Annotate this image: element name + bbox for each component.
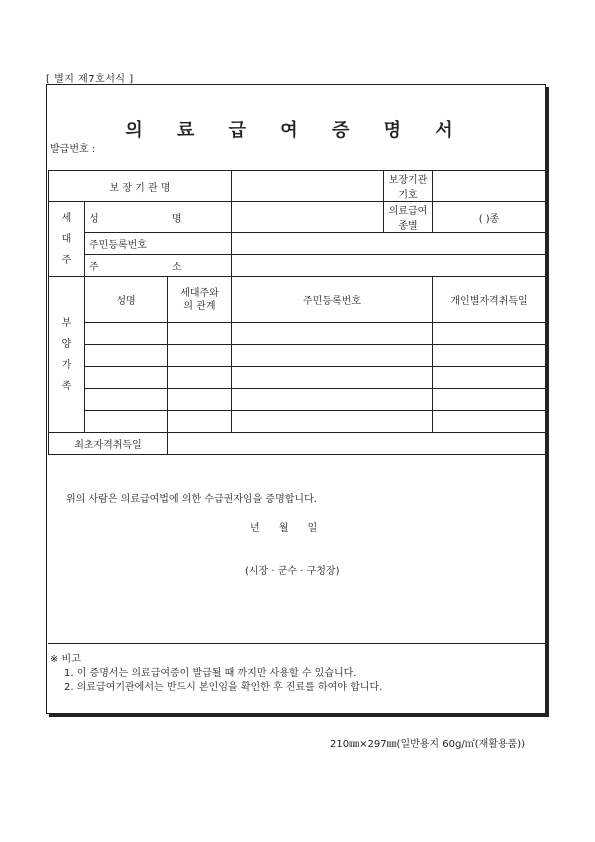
dependent-id-cell[interactable] — [232, 367, 433, 389]
institution-name-field[interactable] — [232, 171, 384, 202]
dependent-relation-cell[interactable] — [168, 345, 232, 367]
notes-divider — [48, 643, 545, 644]
householder-address-label: 주 소 — [85, 255, 232, 277]
dependent-date-cell[interactable] — [433, 389, 546, 411]
paper-spec-footer: 210㎜×297㎜(일반용지 60g/㎡(재활용품)) — [330, 739, 526, 750]
dependent-date-header: 개인별자격취득일 — [433, 277, 546, 323]
medical-type-field[interactable]: ( )종 — [433, 202, 546, 233]
institution-name-label: 보 장 기 관 명 — [49, 171, 232, 202]
signatory-line: (시장 · 군수 · 구청장) — [245, 566, 340, 577]
dependent-row — [49, 389, 546, 411]
dependent-name-cell[interactable] — [85, 345, 168, 367]
dependent-id-cell[interactable] — [232, 323, 433, 345]
dependent-row — [49, 367, 546, 389]
householder-name-field[interactable] — [232, 202, 384, 233]
dependent-relation-cell[interactable] — [168, 411, 232, 433]
dependent-row — [49, 411, 546, 433]
dependent-relation-cell[interactable] — [168, 367, 232, 389]
institution-code-label: 보장기관기호 — [384, 171, 433, 202]
householder-name-label: 성 명 — [85, 202, 232, 233]
notes-heading: ※ 비고 — [50, 654, 81, 665]
dependent-relation-cell[interactable] — [168, 323, 232, 345]
householder-section-label: 세 대 주 — [49, 202, 85, 277]
document-title: 의 료 급 여 증 명 서 — [125, 120, 467, 141]
note-item: 1. 이 증명서는 의료급여증이 발급될 때 까지만 사용할 수 있습니다. — [64, 668, 357, 679]
issue-number-label: 발급번호 : — [50, 144, 96, 155]
dependent-id-cell[interactable] — [232, 389, 433, 411]
notes-section — [50, 653, 382, 695]
first-qualification-field[interactable] — [168, 433, 546, 455]
dependent-name-cell[interactable] — [85, 389, 168, 411]
dependent-date-cell[interactable] — [433, 345, 546, 367]
householder-address-field[interactable] — [232, 255, 546, 277]
dependent-row — [49, 323, 546, 345]
date-line: 년 월 일 — [250, 523, 318, 534]
institution-code-field[interactable] — [433, 171, 546, 202]
dependent-name-cell[interactable] — [85, 367, 168, 389]
householder-id-label: 주민등록번호 — [85, 233, 232, 255]
dependent-id-cell[interactable] — [232, 345, 433, 367]
form-number-label: [ 별지 제7호서식 ] — [46, 74, 134, 85]
dependents-section-label: 부 양 가 족 — [49, 277, 85, 433]
certificate-table — [48, 170, 546, 455]
dependent-name-header: 성명 — [85, 277, 168, 323]
dependent-id-header: 주민등록번호 — [232, 277, 433, 323]
note-item: 2. 의료급여기관에서는 반드시 본인임을 확인한 후 진료를 하여야 합니다. — [64, 682, 383, 693]
dependent-name-cell[interactable] — [85, 411, 168, 433]
dependent-row — [49, 345, 546, 367]
dependent-relation-cell[interactable] — [168, 389, 232, 411]
dependent-date-cell[interactable] — [433, 323, 546, 345]
dependent-date-cell[interactable] — [433, 367, 546, 389]
first-qualification-label: 최초자격취득일 — [49, 433, 168, 455]
certification-statement: 위의 사람은 의료급여법에 의한 수급권자임을 증명합니다. — [66, 494, 317, 505]
medical-type-label: 의료급여종별 — [384, 202, 433, 233]
dependent-date-cell[interactable] — [433, 411, 546, 433]
dependent-id-cell[interactable] — [232, 411, 433, 433]
householder-id-field[interactable] — [232, 233, 546, 255]
dependent-name-cell[interactable] — [85, 323, 168, 345]
dependent-relation-header: 세대주와 의 관계 — [168, 277, 232, 323]
